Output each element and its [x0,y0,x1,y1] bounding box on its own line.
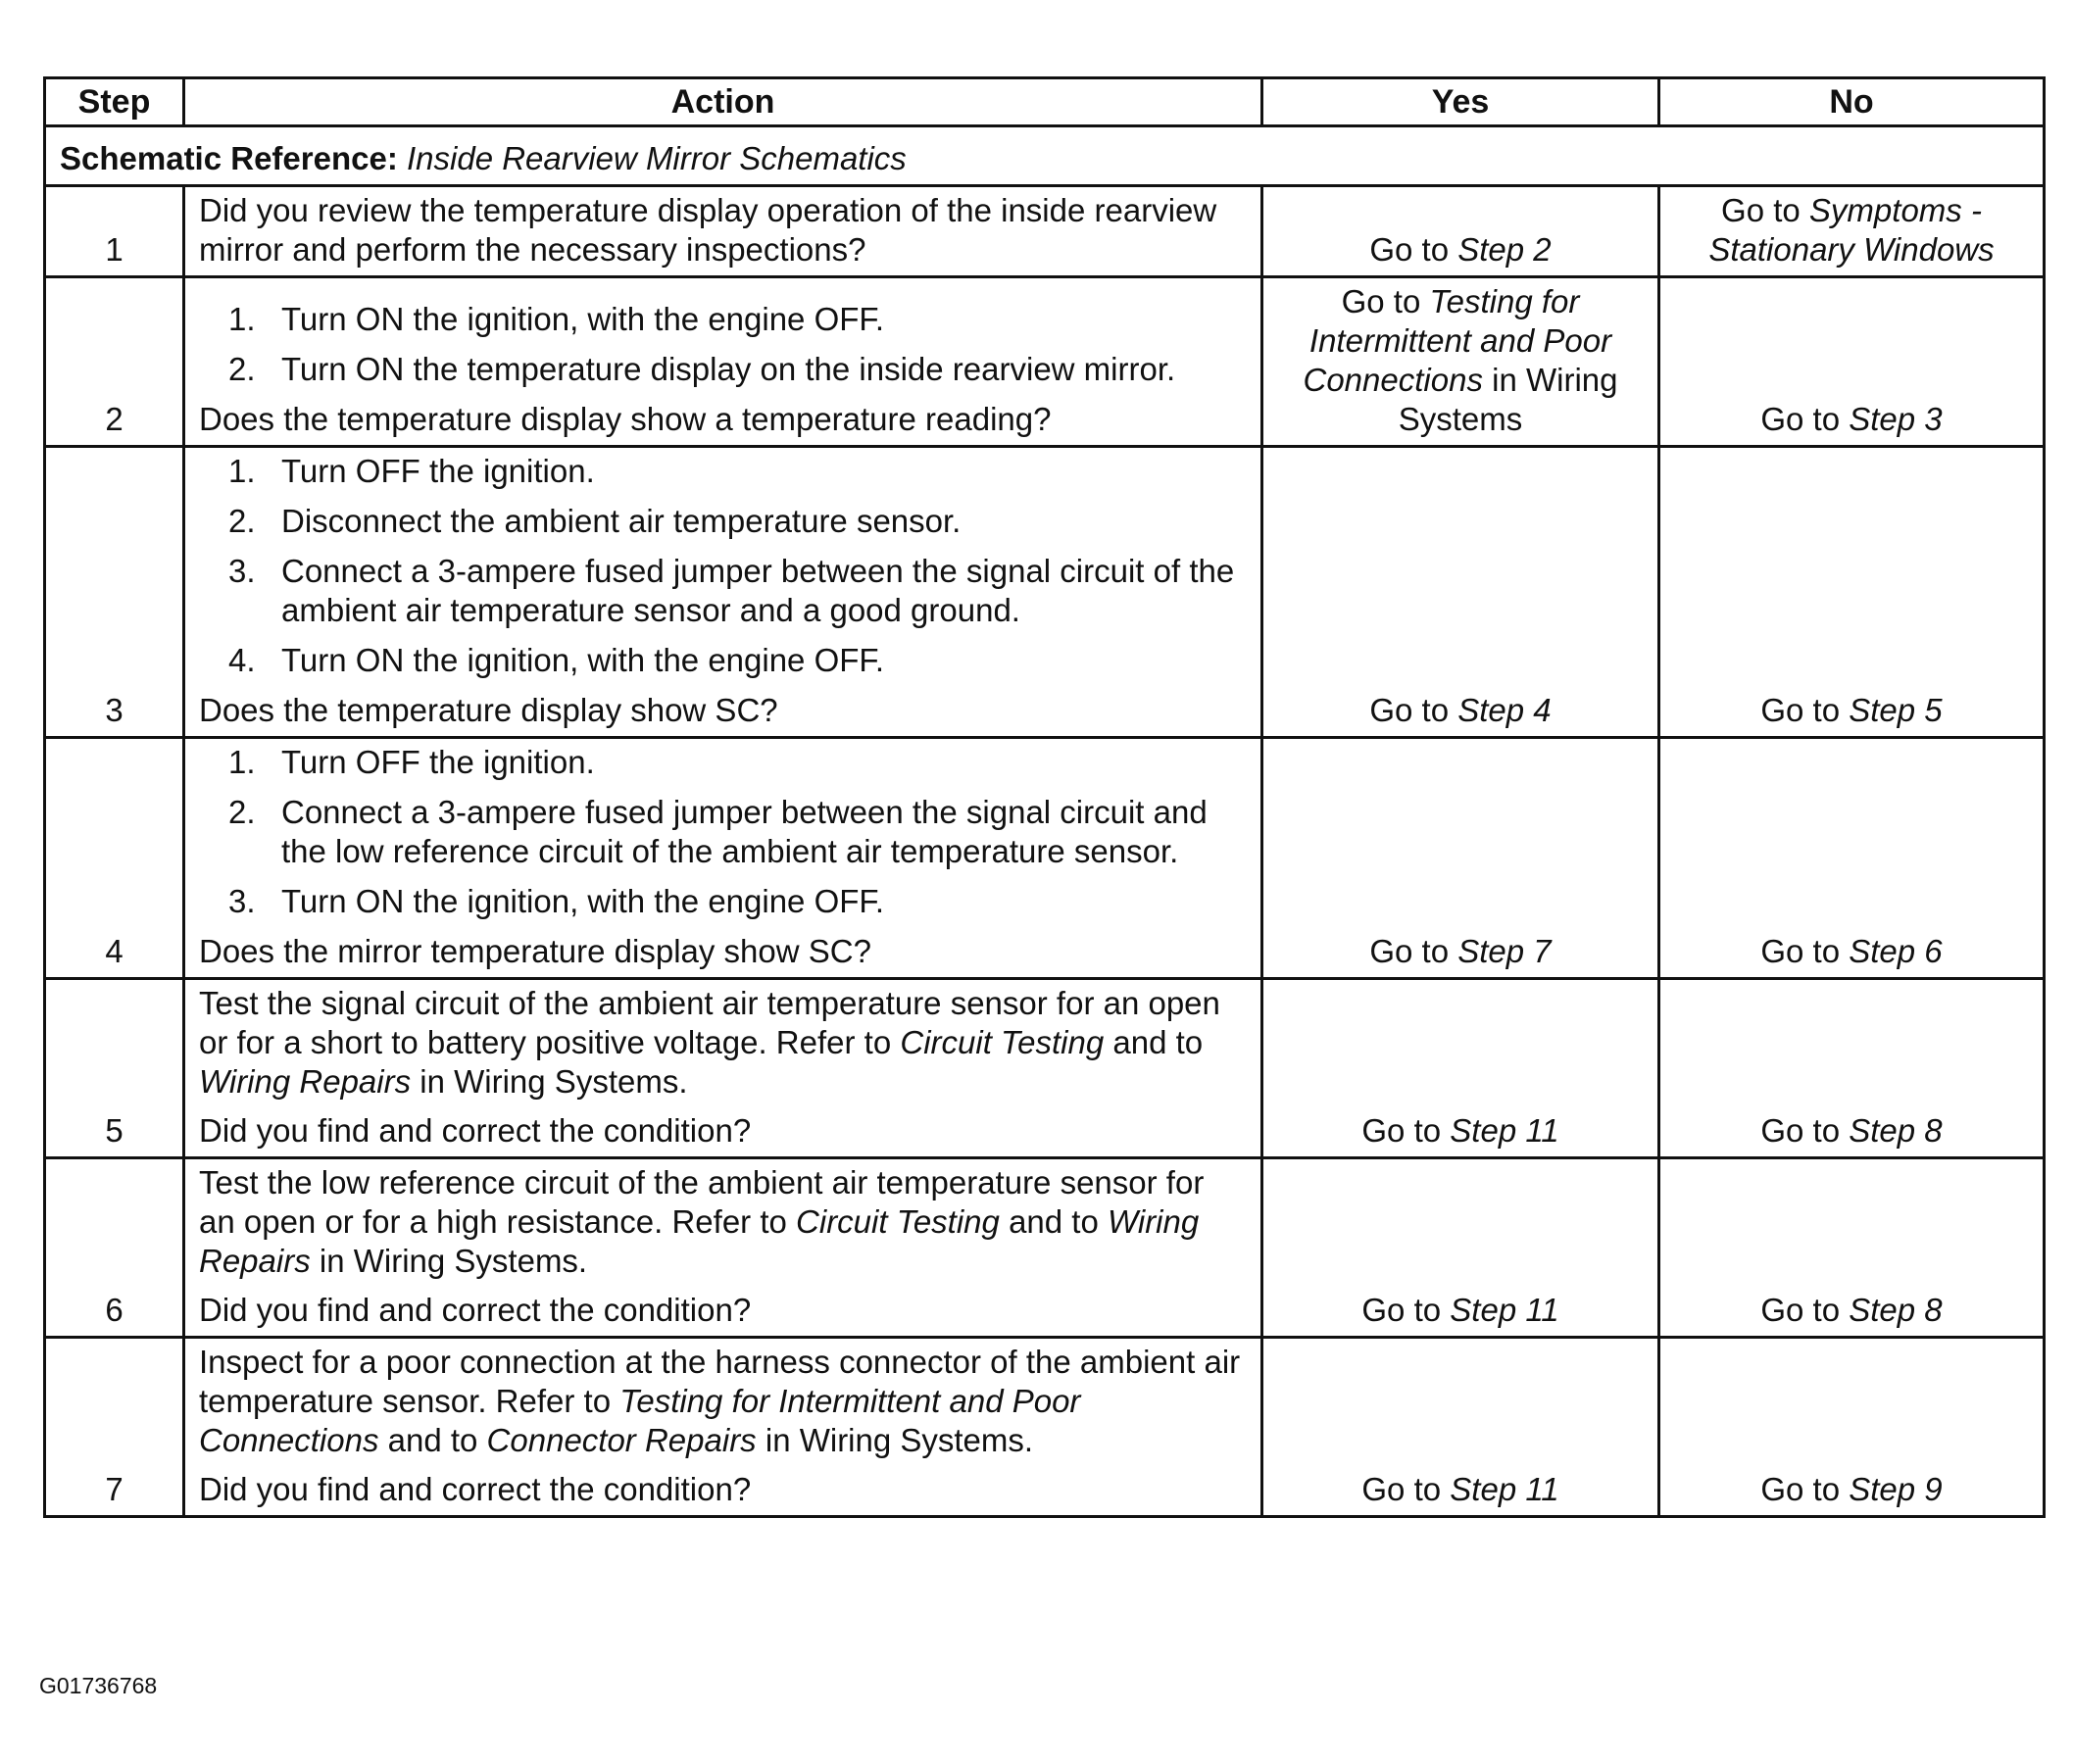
no-target: Symptoms - Stationary Windows [1708,192,1995,268]
yes-prefix: Go to [1361,1112,1451,1149]
yes-result [1262,277,1659,447]
action-step-text: Turn ON the ignition, with the engine OFF. [281,642,885,678]
reference-link-text: Wiring Repairs [199,1203,1200,1279]
yes-target: Step 11 [1450,1112,1559,1149]
action-step-number: 3. [228,883,256,919]
yes-suffix: in Wiring Systems [1398,362,1618,437]
action-step-number: 4. [228,642,256,678]
yes-prefix: Go to [1361,1471,1451,1507]
header-step: Step [45,78,184,126]
action-step-item [199,793,1247,871]
action-step-number: 1. [228,744,256,780]
no-result [1659,738,2045,979]
reference-link-text: Circuit Testing [900,1024,1105,1060]
action-step-number: 2. [228,351,256,387]
figure-id: G01736768 [39,1673,158,1698]
action-question: Did you review the temperature display operation of the inside rearview mirror and perform the necessary inspections? [199,192,1217,268]
action-question: Did you find and correct the condition? [199,1471,752,1507]
action-cell [184,1338,1262,1517]
action-step-number: 1. [228,453,256,489]
step-row [45,738,2045,979]
step-number: 2 [45,277,184,447]
no-prefix: Go to [1760,1471,1850,1507]
step-number: 6 [45,1158,184,1338]
no-prefix: Go to [1760,1112,1850,1149]
action-step-number: 2. [228,794,256,830]
yes-result [1262,186,1659,277]
yes-target: Step 2 [1457,231,1552,268]
instruction-text: and to [378,1422,487,1458]
yes-result [1262,447,1659,738]
yes-prefix: Go to [1369,933,1458,969]
action-steps-list [199,452,1247,680]
step-number: 3 [45,447,184,738]
action-step-number: 2. [228,503,256,539]
instruction-text: and to [1104,1024,1204,1060]
action-steps-list [199,743,1247,921]
no-prefix: Go to [1760,1292,1850,1328]
no-prefix: Go to [1721,192,1809,228]
action-step-item [199,743,1247,782]
step-row [45,1158,2045,1338]
no-prefix: Go to [1760,933,1850,969]
action-question: Did you find and correct the condition? [199,1292,752,1328]
action-step-item [199,452,1247,491]
action-step-text: Connect a 3-ampere fused jumper between the signal circuit of the ambient air temperature sensor and a good ground. [281,553,1235,628]
no-target: Step 8 [1849,1292,1943,1328]
action-cell [184,1158,1262,1338]
reference-link-text: Circuit Testing [796,1203,1000,1240]
instruction-text: in Wiring Systems. [411,1063,688,1100]
action-cell [184,979,1262,1158]
schematic-reference-row [45,126,2045,186]
yes-target: Step 7 [1457,933,1552,969]
action-step-number: 3. [228,553,256,589]
no-target: Step 9 [1849,1471,1943,1507]
instruction-text: and to [999,1203,1108,1240]
yes-result [1262,738,1659,979]
action-steps-list [199,300,1247,389]
action-step-item [199,502,1247,541]
action-question: Does the temperature display show a temperature reading? [199,401,1052,437]
action-step-text: Turn OFF the ignition. [281,453,595,489]
step-row [45,979,2045,1158]
action-step-item [199,552,1247,630]
yes-result [1262,1338,1659,1517]
action-question: Does the mirror temperature display show SC? [199,933,871,969]
action-instruction [199,1343,1247,1460]
action-step-item [199,882,1247,921]
yes-prefix: Go to [1341,283,1430,319]
action-step-text: Connect a 3-ampere fused jumper between the signal circuit and the low reference circuit of the ambient air temperature sensor. [281,794,1208,869]
header-row [45,78,2045,126]
header-no: No [1659,78,2045,126]
yes-result [1262,979,1659,1158]
instruction-text: in Wiring Systems. [756,1422,1034,1458]
action-step-text: Turn ON the temperature display on the inside rearview mirror. [281,351,1176,387]
instruction-text: Inspect for a poor connection at the harness connector of the ambient air temperature sensor. Refer to [199,1344,1241,1419]
action-cell [184,277,1262,447]
action-step-text: Turn ON the ignition, with the engine OFF. [281,883,885,919]
yes-result [1262,1158,1659,1338]
action-cell [184,447,1262,738]
action-step-item [199,350,1247,389]
action-step-text: Turn OFF the ignition. [281,744,595,780]
instruction-text: in Wiring Systems. [310,1243,588,1279]
reference-link-text: Wiring Repairs [199,1063,412,1100]
action-cell [184,186,1262,277]
header-yes: Yes [1262,78,1659,126]
step-row [45,447,2045,738]
step-number: 1 [45,186,184,277]
yes-target: Step 11 [1450,1292,1559,1328]
no-result [1659,447,2045,738]
no-target: Step 5 [1849,692,1943,728]
action-step-text: Turn ON the ignition, with the engine OFF. [281,301,885,337]
yes-target: Step 11 [1450,1471,1559,1507]
no-result [1659,979,2045,1158]
diagnostic-table [43,76,2046,1518]
header-action: Action [184,78,1262,126]
no-target: Step 8 [1849,1112,1943,1149]
schematic-reference [45,126,2045,186]
action-question: Does the temperature display show SC? [199,692,778,728]
no-result [1659,1338,2045,1517]
action-cell [184,738,1262,979]
no-result [1659,186,2045,277]
no-target: Step 6 [1849,933,1943,969]
step-number: 4 [45,738,184,979]
reference-link-text: Testing for Intermittent and Poor Connections [199,1383,1081,1458]
instruction-text: Test the signal circuit of the ambient air temperature sensor for an open or for a short to battery positive voltage. Refer to [199,985,1220,1060]
instruction-text: Test the low reference circuit of the ambient air temperature sensor for an open or for a high resistance. Refer to [199,1164,1205,1240]
no-target: Step 3 [1849,401,1943,437]
yes-prefix: Go to [1361,1292,1451,1328]
yes-target: Step 4 [1457,692,1552,728]
step-number: 7 [45,1338,184,1517]
action-instruction [199,1163,1247,1281]
schematic-reference-link: Inside Rearview Mirror Schematics [407,140,907,176]
action-step-number: 1. [228,301,256,337]
yes-target: Testing for Intermittent and Poor Connections [1303,283,1612,398]
action-question: Did you find and correct the condition? [199,1112,752,1149]
no-prefix: Go to [1760,401,1850,437]
schematic-reference-label: Schematic Reference: [60,140,398,176]
action-step-item [199,300,1247,339]
no-prefix: Go to [1760,692,1850,728]
reference-link-text: Connector Repairs [486,1422,757,1458]
yes-prefix: Go to [1369,231,1458,268]
no-result [1659,1158,2045,1338]
step-row [45,186,2045,277]
yes-prefix: Go to [1369,692,1458,728]
action-instruction [199,984,1247,1102]
step-number: 5 [45,979,184,1158]
action-step-item [199,641,1247,680]
step-row [45,277,2045,447]
step-row [45,1338,2045,1517]
action-step-text: Disconnect the ambient air temperature sensor. [281,503,962,539]
no-result [1659,277,2045,447]
